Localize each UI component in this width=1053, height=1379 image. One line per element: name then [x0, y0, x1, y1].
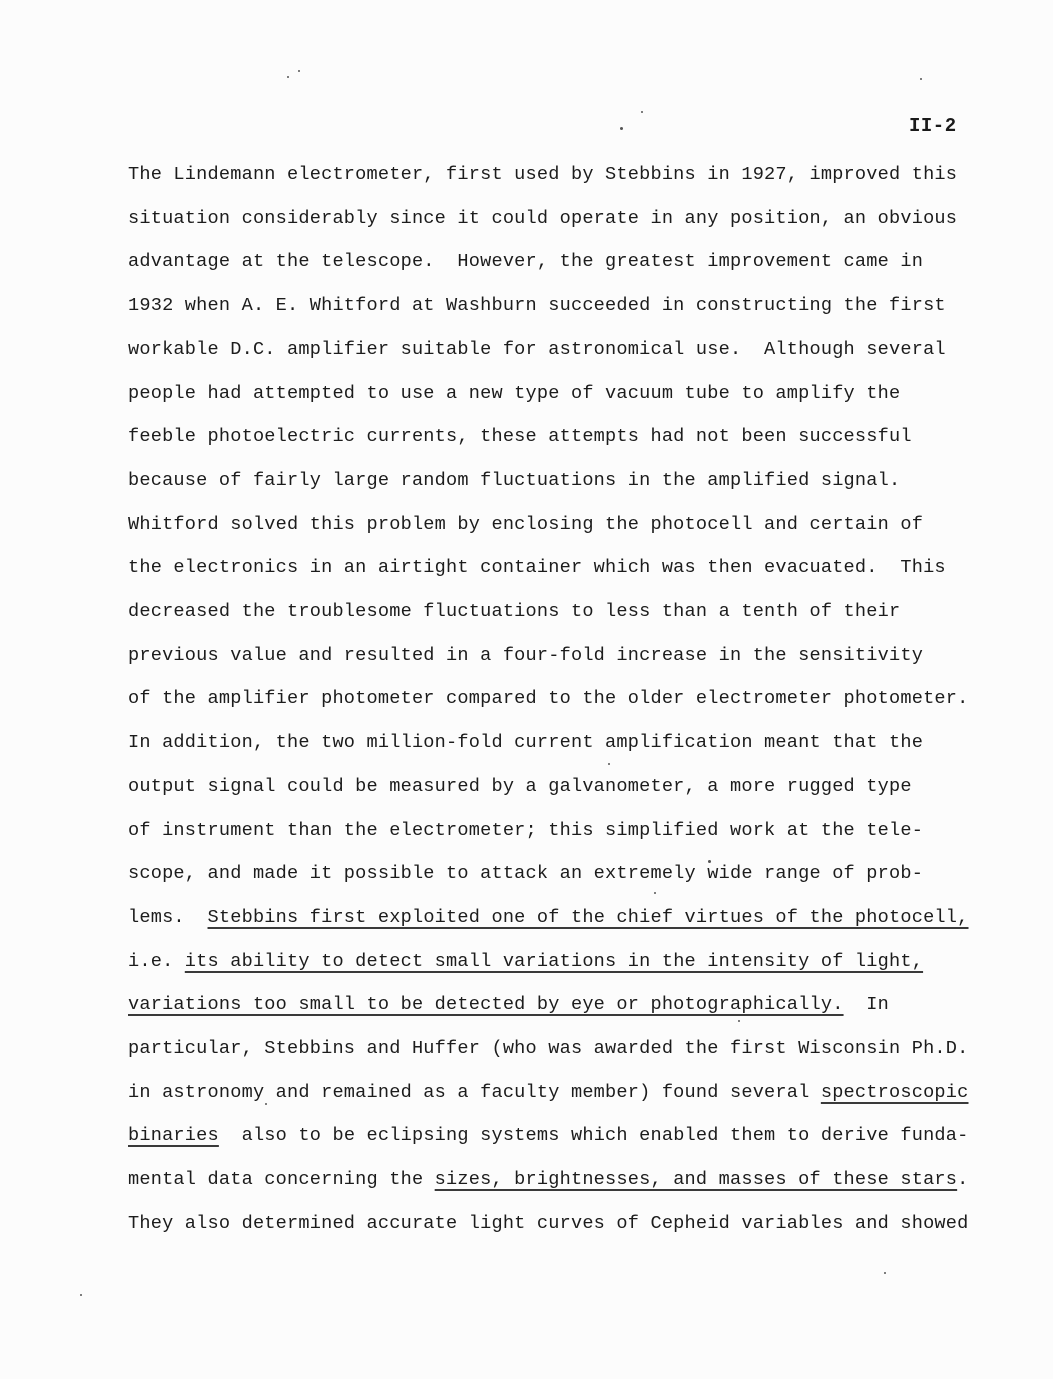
text-line [128, 382, 900, 406]
text-run: In addition, the two million-fold current amplification meant that the [128, 732, 924, 754]
text-line [128, 469, 900, 493]
text-line [128, 556, 946, 580]
text-line [128, 207, 957, 231]
scan-speck [641, 111, 643, 113]
text-run: . [957, 1169, 969, 1191]
text-run: 1932 when A. E. Whitford at Washburn succeeded in constructing the first [128, 295, 946, 317]
text-line [128, 163, 957, 187]
text-line [128, 819, 923, 843]
text-run: In [843, 994, 889, 1016]
text-run: situation considerably since it could operate in any position, an obvious [128, 207, 958, 229]
scan-speck [884, 1272, 886, 1274]
text-line [128, 906, 969, 930]
text-run: lems. [128, 906, 208, 928]
text-run: in astronomy and remained as a faculty member) found several [128, 1081, 821, 1103]
text-line [128, 1168, 969, 1192]
scan-speck [608, 763, 610, 765]
text-run: of instrument than the electrometer; this simplified work at the tele- [128, 819, 924, 841]
text-line [128, 250, 923, 274]
underlined-text: Stebbins first exploited one of the chief virtues of the photocell, [207, 906, 969, 928]
text-run: feeble photoelectric currents, these attempts had not been successful [128, 426, 912, 448]
scan-speck [920, 78, 922, 80]
text-run: also to be eclipsing systems which enabled them to derive funda- [218, 1125, 969, 1147]
text-run: particular, Stebbins and Huffer (who was awarded the first Wisconsin Ph.D. [128, 1038, 969, 1059]
underlined-text: binaries [128, 1125, 219, 1147]
scan-speck [654, 892, 656, 894]
scan-speck [708, 860, 711, 863]
text-run: Whitford solved this problem by enclosing the photocell and certain of [128, 513, 924, 535]
scan-speck [738, 1020, 740, 1022]
scan-speck [287, 76, 289, 78]
text-run: scope, and made it possible to attack an extremely wide range of prob- [128, 863, 924, 885]
text-run: The Lindemann electrometer, first used by Stebbins in 1927, improved this [128, 164, 958, 185]
text-run: They also determined accurate light curves of Cepheid variables and showed [128, 1212, 969, 1234]
text-line [128, 687, 969, 711]
scan-speck [80, 1294, 82, 1296]
text-run: output signal could be measured by a galvanometer, a more rugged type [128, 775, 912, 797]
text-run: advantage at the telescope. However, the greatest improvement came in [128, 251, 924, 273]
text-line [128, 731, 923, 755]
text-line [128, 1124, 969, 1148]
scan-speck [620, 127, 623, 130]
text-run: people had attempted to use a new type of vacuum tube to amplify the [128, 382, 901, 404]
text-run: of the amplifier photometer compared to the older electrometer photometer. [128, 688, 969, 710]
text-line [128, 775, 912, 799]
underlined-text: sizes, brightnesses, and masses of these stars [434, 1169, 958, 1191]
text-line [128, 1037, 969, 1061]
text-line [128, 600, 900, 624]
text-line [128, 513, 923, 537]
scan-speck [298, 70, 300, 72]
text-line [128, 1081, 969, 1105]
underlined-text: variations too small to be detected by eye or photographically. [128, 994, 844, 1016]
text-line [128, 862, 923, 886]
text-line [128, 644, 923, 668]
text-line [128, 425, 912, 449]
text-run: i.e. [128, 950, 185, 972]
text-line [128, 294, 946, 318]
text-run: the electronics in an airtight container which was then evacuated. This [128, 557, 946, 579]
text-run: workable D.C. amplifier suitable for astronomical use. Although several [128, 338, 946, 360]
text-run: previous value and resulted in a four-fold increase in the sensitivity [128, 644, 924, 666]
text-run: mental data concerning the [128, 1169, 435, 1191]
text-line [128, 1212, 969, 1236]
text-run: because of fairly large random fluctuations in the amplified signal. [128, 469, 901, 491]
scan-speck [265, 1103, 267, 1105]
text-line [128, 950, 923, 974]
text-run: decreased the troublesome fluctuations to less than a tenth of their [128, 601, 901, 622]
page-number: II-2 [909, 115, 957, 137]
text-line [128, 338, 946, 362]
text-line [128, 993, 889, 1017]
underlined-text: its ability to detect small variations in the intensity of light, [184, 950, 924, 972]
underlined-text: spectroscopic [820, 1081, 969, 1103]
